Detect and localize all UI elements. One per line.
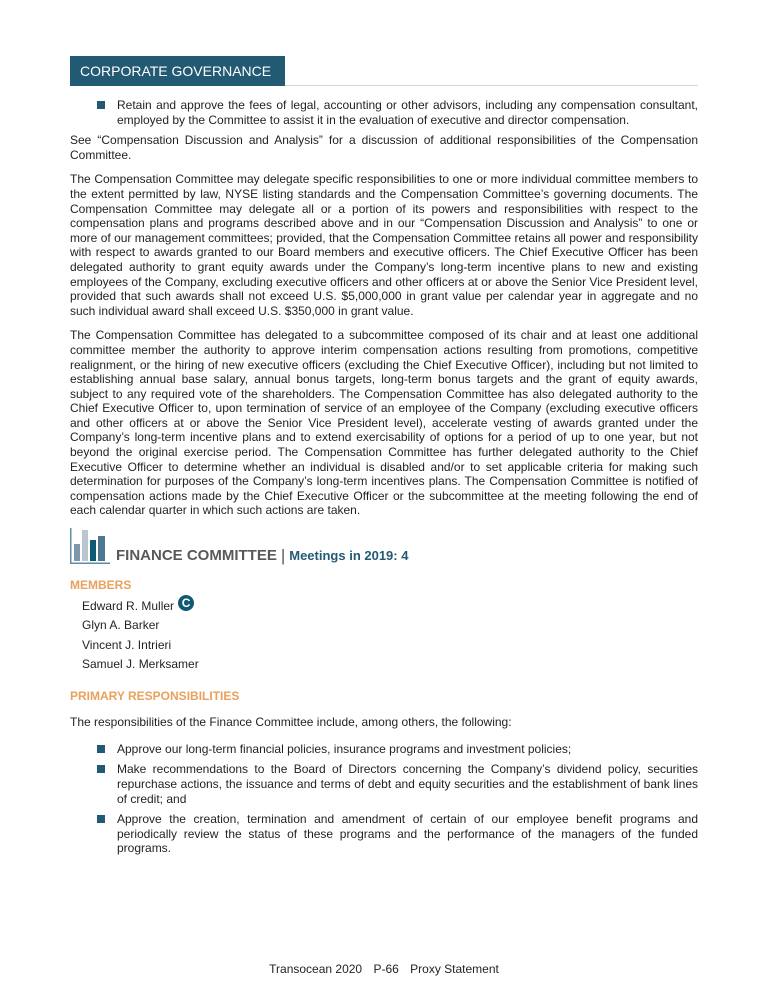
top-bullet-list <box>70 98 698 127</box>
page-number: P-66 <box>373 962 399 976</box>
footer-company: Transocean 2020 <box>269 962 363 976</box>
bullet-text: Approve the creation, termination and amendment of certain of our employee benefit programs and periodically review the status of these programs and the performance of the managers of the funded programs. <box>117 812 698 856</box>
square-bullet-icon <box>97 765 105 773</box>
bullet-text: Make recommendations to the Board of Directors concerning the Company’s dividend policy, securities repurchase actions, the issuance and terms of debt and equity securities and the establishment of bank lines of credit; and <box>117 762 698 806</box>
title-separator: | <box>280 546 286 566</box>
committee-title: FINANCE COMMITTEE <box>116 547 277 565</box>
member: Vincent J. Intrieri <box>82 637 172 652</box>
list-item <box>70 742 698 757</box>
bar-chart-icon <box>70 528 110 564</box>
square-bullet-icon <box>97 745 105 753</box>
content <box>70 98 698 862</box>
member-name: Edward R. Muller <box>82 598 175 613</box>
bullet-text: Retain and approve the fees of legal, accounting or other advisors, including any compensation consultant, employed by the Committee to assist it in the evaluation of executive and director compensation. <box>117 98 698 127</box>
square-bullet-icon <box>97 815 105 823</box>
member: Glyn A. Barker <box>82 618 160 633</box>
list-item <box>70 812 698 856</box>
meetings-count: Meetings in 2019: 4 <box>289 548 409 564</box>
responsibilities-intro: The responsibilities of the Finance Committee include, among others, the following: <box>70 715 512 730</box>
finance-committee-heading <box>70 528 698 564</box>
bullet-text: Approve our long-term financial policies, insurance programs and investment policies; <box>117 741 572 756</box>
member: Samuel J. Merksamer <box>82 657 199 672</box>
list-item <box>70 762 698 806</box>
paragraph: See “Compensation Discussion and Analysis” for a discussion of additional responsibilities of the Compensation Committee. <box>70 133 698 162</box>
section-header: CORPORATE GOVERNANCE <box>70 56 285 86</box>
member <box>70 595 698 617</box>
page-footer <box>0 962 768 977</box>
list-item <box>70 98 698 127</box>
header-rule <box>285 85 698 86</box>
responsibilities-label: PRIMARY RESPONSIBILITIES <box>70 688 240 703</box>
paragraph: The Compensation Committee may delegate specific responsibilities to one or more individual committee members to the extent permitted by law, NYSE listing standards and the Compensation Committee’s governing documents. The Compensation Committee may delegate all or a portion of its powers and responsibilities with respect to the compensation plans and programs described above and in our “Compensation Discussion and Analysis” to one or more of our management committees; provided, that the Compensation Committee retains all power and responsibility with respect to awards granted to our Board members and executive officers. The Chief Executive Officer has been delegated authority to grant equity awards under the Company’s long-term incentive plans to new and existing employees of the Company, excluding executive officers and other officers at or above the Senior Vice President level, provided that such awards shall not exceed U.S. $5,000,000 in grant value per calendar year in aggregate and no such individual award shall exceed U.S. $350,000 in grant value. <box>70 172 698 318</box>
footer-doc-title: Proxy Statement <box>410 962 499 976</box>
chair-badge-icon: C <box>178 595 194 611</box>
members-label: MEMBERS <box>70 578 132 593</box>
paragraph: The Compensation Committee has delegated to a subcommittee composed of its chair and at least one additional committee member the authority to approve interim compensation actions resulting from promotions, competitive realignment, or the hiring of new executive officers (excluding the Chief Executive Officer), including but not limited to establishing annual base salary, annual bonus targets, long-term bonus targets and the grant of equity awards, subject to any required vote of the shareholders. The Compensation Committee has also delegated authority to the Chief Executive Officer to, upon termination of service of an employee of the Company (excluding executive officers and other officers at or above the Senior Vice President level), accelerate vesting of awards granted under the Company’s long-term incentive plans and to extend exercisability of options for a period of up to one year, but not beyond the original exercise period. The Compensation Committee has further delegated authority to the Chief Executive Officer to determine whether an individual is disabled and/or to set applicable criteria for making such determination for purposes of the Company’s long-term incentives plans. The Compensation Committee is notified of compensation actions made by the Chief Executive Officer or the subcommittee at the meeting following the end of each calendar quarter in which such actions are taken. <box>70 328 698 518</box>
responsibilities-list <box>70 742 698 856</box>
square-bullet-icon <box>97 101 105 109</box>
